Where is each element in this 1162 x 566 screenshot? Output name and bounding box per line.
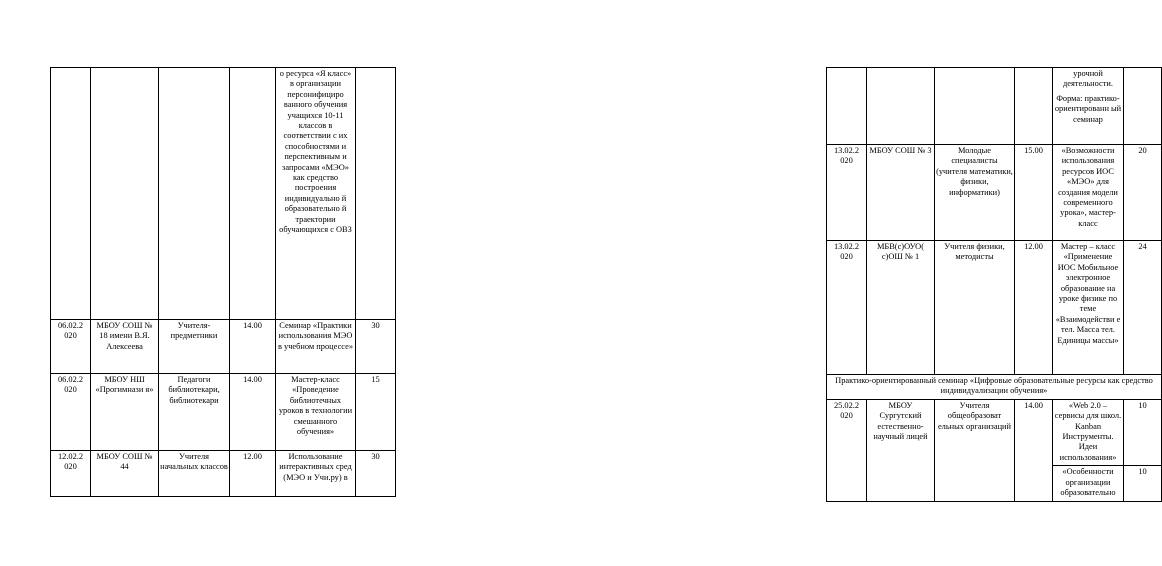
time-cell: 12.00 (230, 451, 276, 497)
participants-cell: 10 (1124, 399, 1162, 465)
topic-cell: о ресурса «Я класс» в организации персонифициро ванного обучения учащихся 10-11 классов в соответствии с их способностями и перспективным и запросами «МЭО» как средство построения индивидуально й образовательно й траектории обучающихся с ОВЗ (276, 68, 356, 320)
audience-cell: Учителя начальных классов (159, 451, 230, 497)
participants-cell (1124, 68, 1162, 145)
audience-cell: Учителя-предметники (159, 320, 230, 374)
table-row (827, 145, 1162, 241)
topic-cell: Мастер – класс «Применение ИОС Мобильное электронное образование на уроке физике по теме «Взаимодействи е тел. Масса тел. Единицы массы» (1053, 241, 1124, 375)
date-cell: 06.02.2 020 (51, 374, 91, 451)
participants-cell (356, 68, 396, 320)
participants-cell: 24 (1124, 241, 1162, 375)
organization-cell (91, 68, 159, 320)
date-cell (51, 68, 91, 320)
topic-form: Форма: практико-ориентированн ый семинар (1054, 93, 1122, 124)
topic-cell: Мастер-класс «Проведение библиотечных уроков в технологии смешанного обучения» (276, 374, 356, 451)
topic-cell: «Возможности использования ресурсов ИОС «МЭО» для создания модели современного урока», мастер-класс (1053, 145, 1124, 241)
audience-cell (159, 68, 230, 320)
topic-cell (1053, 68, 1124, 145)
organization-cell: МБОУ Сургутский естественно-научный лицей (867, 399, 935, 501)
time-cell: 15.00 (1015, 145, 1053, 241)
table-row (51, 68, 396, 320)
participants-cell: 15 (356, 374, 396, 451)
audience-cell: Молодые специалисты (учителя математики, физики, информатики) (935, 145, 1015, 241)
date-cell: 25.02.2 020 (827, 399, 867, 501)
date-cell: 06.02.2 020 (51, 320, 91, 374)
time-cell: 14.00 (230, 320, 276, 374)
organization-cell (867, 68, 935, 145)
topic-continuation: урочной деятельности. (1062, 69, 1114, 89)
right-events-table (826, 67, 1162, 502)
participants-cell: 30 (356, 320, 396, 374)
organization-cell: МБОУ СОШ № 3 (867, 145, 935, 241)
table-row (51, 320, 396, 374)
date-cell: 13.02.2 020 (827, 145, 867, 241)
audience-cell: Учителя общеобразоват ельных организаций (935, 399, 1015, 501)
participants-cell: 30 (356, 451, 396, 497)
table-row (51, 451, 396, 497)
audience-cell: Педагоги библиотекари, библиотекари (159, 374, 230, 451)
date-cell: 13.02.2 020 (827, 241, 867, 375)
time-cell: 14.00 (1015, 399, 1053, 501)
organization-cell: МБВ(с)ОУО( с)ОШ № 1 (867, 241, 935, 375)
table-row (827, 68, 1162, 145)
audience-cell (935, 68, 1015, 145)
section-header: Практико-ориентированный семинар «Цифровые образовательные ресурсы как средство индивидуализации обучения» (827, 375, 1162, 400)
left-events-table (50, 67, 396, 497)
left-page (0, 0, 400, 566)
organization-cell: МБОУ СОШ № 18 имени В.Я. Алексеева (91, 320, 159, 374)
right-page (400, 0, 1153, 566)
participants-cell: 10 (1124, 466, 1162, 502)
table-row (827, 241, 1162, 375)
organization-cell: МБОУ СОШ № 44 (91, 451, 159, 497)
date-cell: 12.02.2 020 (51, 451, 91, 497)
time-cell (1015, 68, 1053, 145)
section-header-row (827, 375, 1162, 400)
time-cell (230, 68, 276, 320)
time-cell: 12.00 (1015, 241, 1053, 375)
topic-cell: Семинар «Практики использования МЭО в учебном процессе» (276, 320, 356, 374)
table-row (827, 399, 1162, 465)
time-cell: 14.00 (230, 374, 276, 451)
audience-cell: Учителя физики, методисты (935, 241, 1015, 375)
table-row (51, 374, 396, 451)
date-cell (827, 68, 867, 145)
topic-cell: «Web 2.0 – сервисы для школ. Kanban Инструменты. Идеи использования» (1053, 399, 1124, 465)
participants-cell: 20 (1124, 145, 1162, 241)
organization-cell: МБОУ НШ «Прогимнази я» (91, 374, 159, 451)
topic-cell: Использование интерактивных сред (МЭО и Учи.ру) в (276, 451, 356, 497)
topic-cell: «Особенности организации образовательно (1053, 466, 1124, 502)
